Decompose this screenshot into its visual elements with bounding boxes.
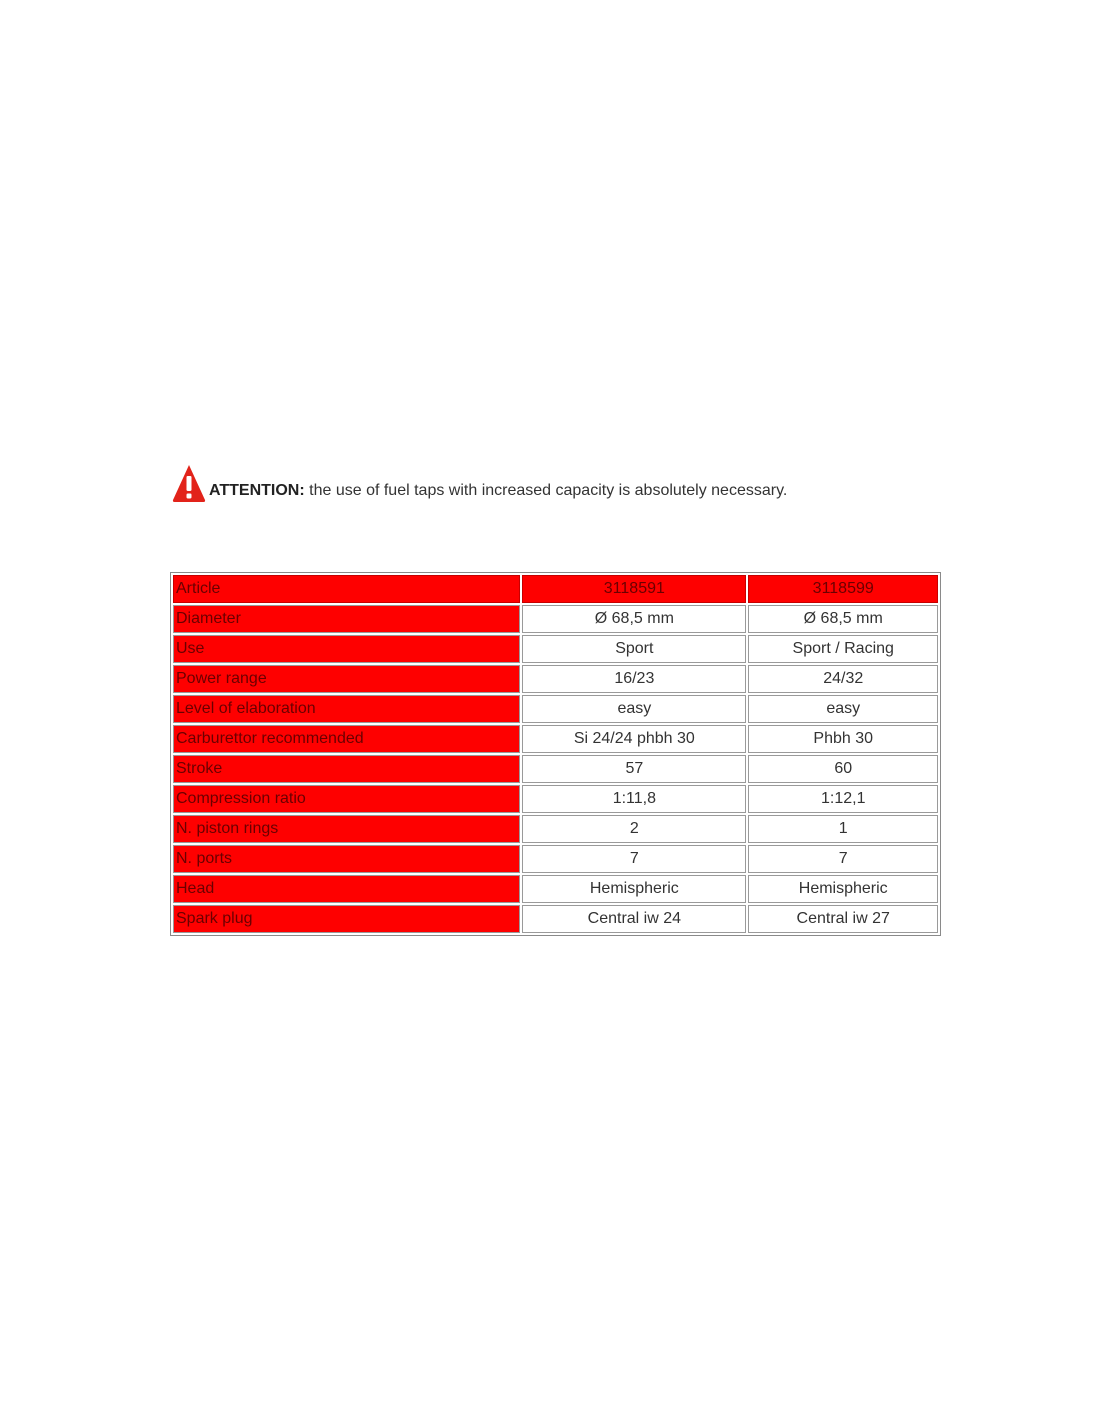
row-value-2: 1 (748, 815, 938, 843)
row-label: Head (173, 875, 520, 903)
table-row (173, 845, 938, 873)
attention-message (209, 481, 787, 503)
attention-label: ATTENTION: (209, 482, 305, 499)
row-value-1: 7 (522, 845, 746, 873)
row-value-1: Sport (522, 635, 746, 663)
row-label: Compression ratio (173, 785, 520, 813)
row-value-1: easy (522, 695, 746, 723)
table-row (173, 815, 938, 843)
table-row (173, 785, 938, 813)
row-value-1: 16/23 (522, 665, 746, 693)
attention-body: the use of fuel taps with increased capacity is absolutely necessary. (309, 482, 788, 499)
table-row (173, 905, 938, 933)
row-label: Diameter (173, 605, 520, 633)
table-row (173, 635, 938, 663)
row-value-1: 2 (522, 815, 746, 843)
header-label-cell: Article (173, 575, 520, 603)
row-value-2: Sport / Racing (748, 635, 938, 663)
attention-notice (172, 461, 787, 503)
row-value-2: Phbh 30 (748, 725, 938, 753)
specifications-table (170, 572, 941, 936)
row-value-2: easy (748, 695, 938, 723)
row-label: Level of elaboration (173, 695, 520, 723)
table-row (173, 755, 938, 783)
row-value-1: Hemispheric (522, 875, 746, 903)
row-value-1: Si 24/24 phbh 30 (522, 725, 746, 753)
row-value-1: 57 (522, 755, 746, 783)
row-value-2: 24/32 (748, 665, 938, 693)
table-row (173, 875, 938, 903)
row-value-1: 1:11,8 (522, 785, 746, 813)
table-row (173, 725, 938, 753)
table-row (173, 605, 938, 633)
row-value-2: Ø 68,5 mm (748, 605, 938, 633)
header-article-2: 3118599 (748, 575, 938, 603)
table-row (173, 695, 938, 723)
header-article-1: 3118591 (522, 575, 746, 603)
row-value-2: 60 (748, 755, 938, 783)
row-label: Power range (173, 665, 520, 693)
row-label: N. ports (173, 845, 520, 873)
row-value-1: Ø 68,5 mm (522, 605, 746, 633)
table-row (173, 665, 938, 693)
row-label: Spark plug (173, 905, 520, 933)
row-value-2: 1:12,1 (748, 785, 938, 813)
row-value-1: Central iw 24 (522, 905, 746, 933)
row-value-2: 7 (748, 845, 938, 873)
row-label: N. piston rings (173, 815, 520, 843)
row-label: Stroke (173, 755, 520, 783)
row-value-2: Hemispheric (748, 875, 938, 903)
row-value-2: Central iw 27 (748, 905, 938, 933)
row-label: Use (173, 635, 520, 663)
warning-triangle-icon (172, 463, 206, 503)
row-label: Carburettor recommended (173, 725, 520, 753)
table-header-row (173, 575, 938, 603)
